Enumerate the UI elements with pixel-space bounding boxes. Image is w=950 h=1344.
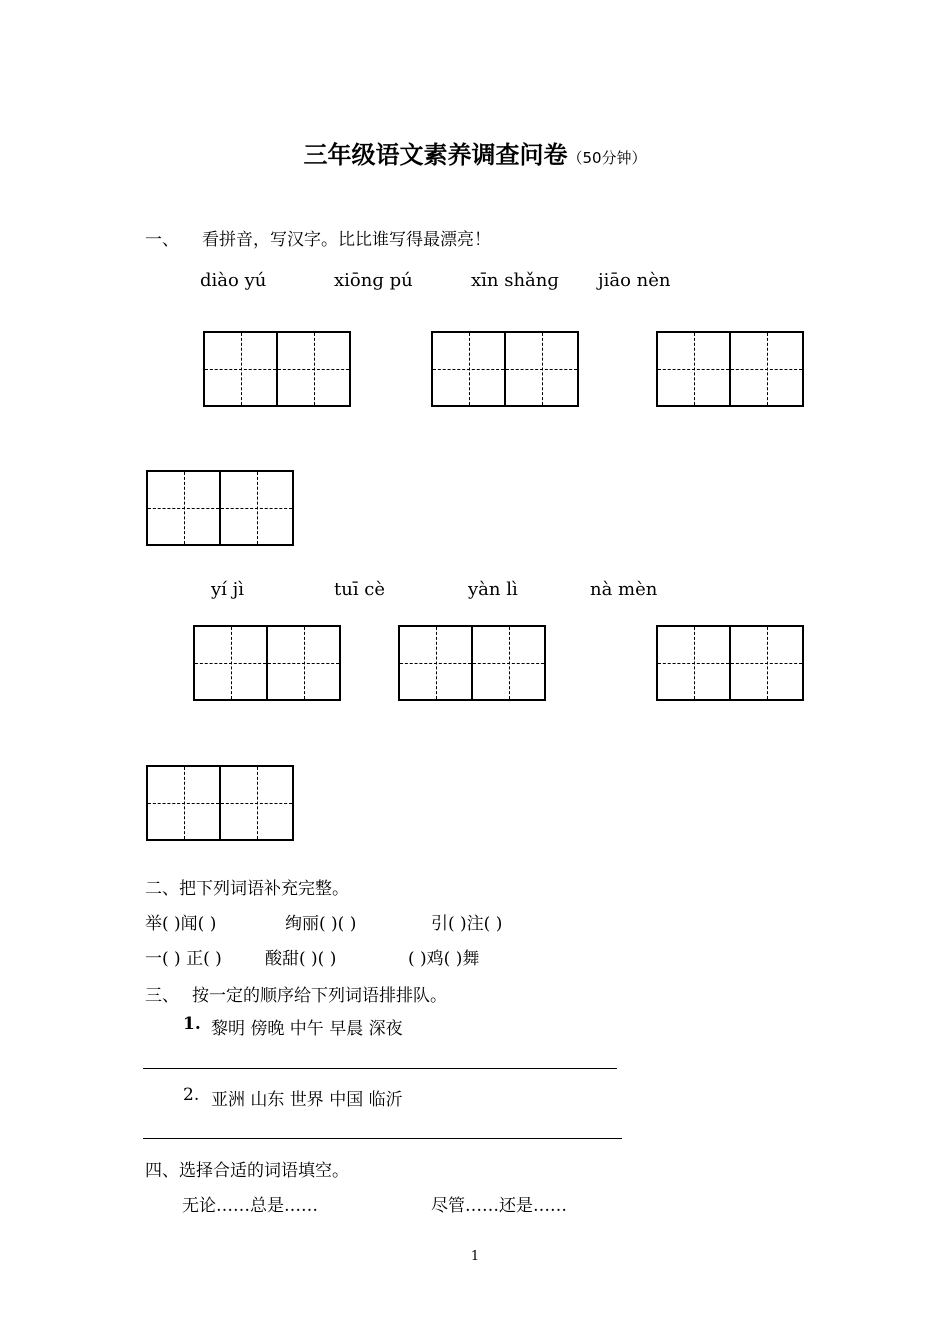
idiom-1-1: 举( )闻( ) (145, 914, 217, 934)
pinyin-2-3: yàn lì (468, 579, 518, 600)
pinyin-2-1: yí jì (211, 579, 244, 600)
idiom-2-3: ( )鸡( )舞 (408, 949, 480, 969)
title-duration: （50分钟） (567, 149, 647, 167)
page-number: 1 (470, 1249, 480, 1264)
section1-heading: 看拼音，写汉字。比比谁写得最漂亮！ (202, 230, 491, 250)
pinyin-1-3: xīn shǎnɡ (471, 270, 559, 291)
idiom-2-1: 一( ) 正( ) (145, 949, 222, 969)
option-2: 尽管……还是…… (431, 1196, 567, 1216)
pinyin-1-4: jiāo nèn (598, 270, 671, 291)
idiom-1-3: 引( )注( ) (431, 914, 503, 934)
title-main: 三年级语文素养调查问卷 (303, 141, 568, 169)
answer-line-2[interactable] (143, 1138, 622, 1139)
item1-words: 黎明 傍晚 中午 早晨 深夜 (211, 1019, 403, 1039)
pinyin-2-4: nà mèn (590, 579, 658, 600)
answer-line-1[interactable] (143, 1068, 617, 1069)
section3-heading: 按一定的顺序给下列词语排排队。 (192, 986, 447, 1006)
writing-box-2-1[interactable] (193, 625, 341, 701)
section3-heading-num: 三、 (145, 986, 179, 1006)
section2-heading: 二、把下列词语补充完整。 (145, 879, 349, 899)
item2-number: 2. (183, 1085, 200, 1105)
section1-heading-num: 一、 (145, 230, 179, 250)
pinyin-1-2: xiōnɡ pú (334, 270, 413, 291)
page-title (0, 135, 950, 170)
writing-box-1-2[interactable] (431, 331, 579, 407)
pinyin-2-2: tuī cè (334, 579, 386, 600)
writing-box-2-3[interactable] (656, 625, 804, 701)
writing-box-2-4[interactable] (146, 765, 294, 841)
idiom-1-2: 绚丽( )( ) (285, 914, 357, 934)
idiom-2-2: 酸甜( )( ) (265, 949, 337, 969)
pinyin-1-1: diào yú (200, 270, 267, 291)
writing-box-2-2[interactable] (398, 625, 546, 701)
section4-heading: 四、选择合适的词语填空。 (145, 1161, 349, 1181)
item2-words: 亚洲 山东 世界 中国 临沂 (211, 1090, 403, 1110)
option-1: 无论……总是…… (182, 1196, 318, 1216)
item1-number: 1. (183, 1014, 201, 1034)
writing-box-1-4[interactable] (146, 470, 294, 546)
writing-box-1-1[interactable] (203, 331, 351, 407)
writing-box-1-3[interactable] (656, 331, 804, 407)
